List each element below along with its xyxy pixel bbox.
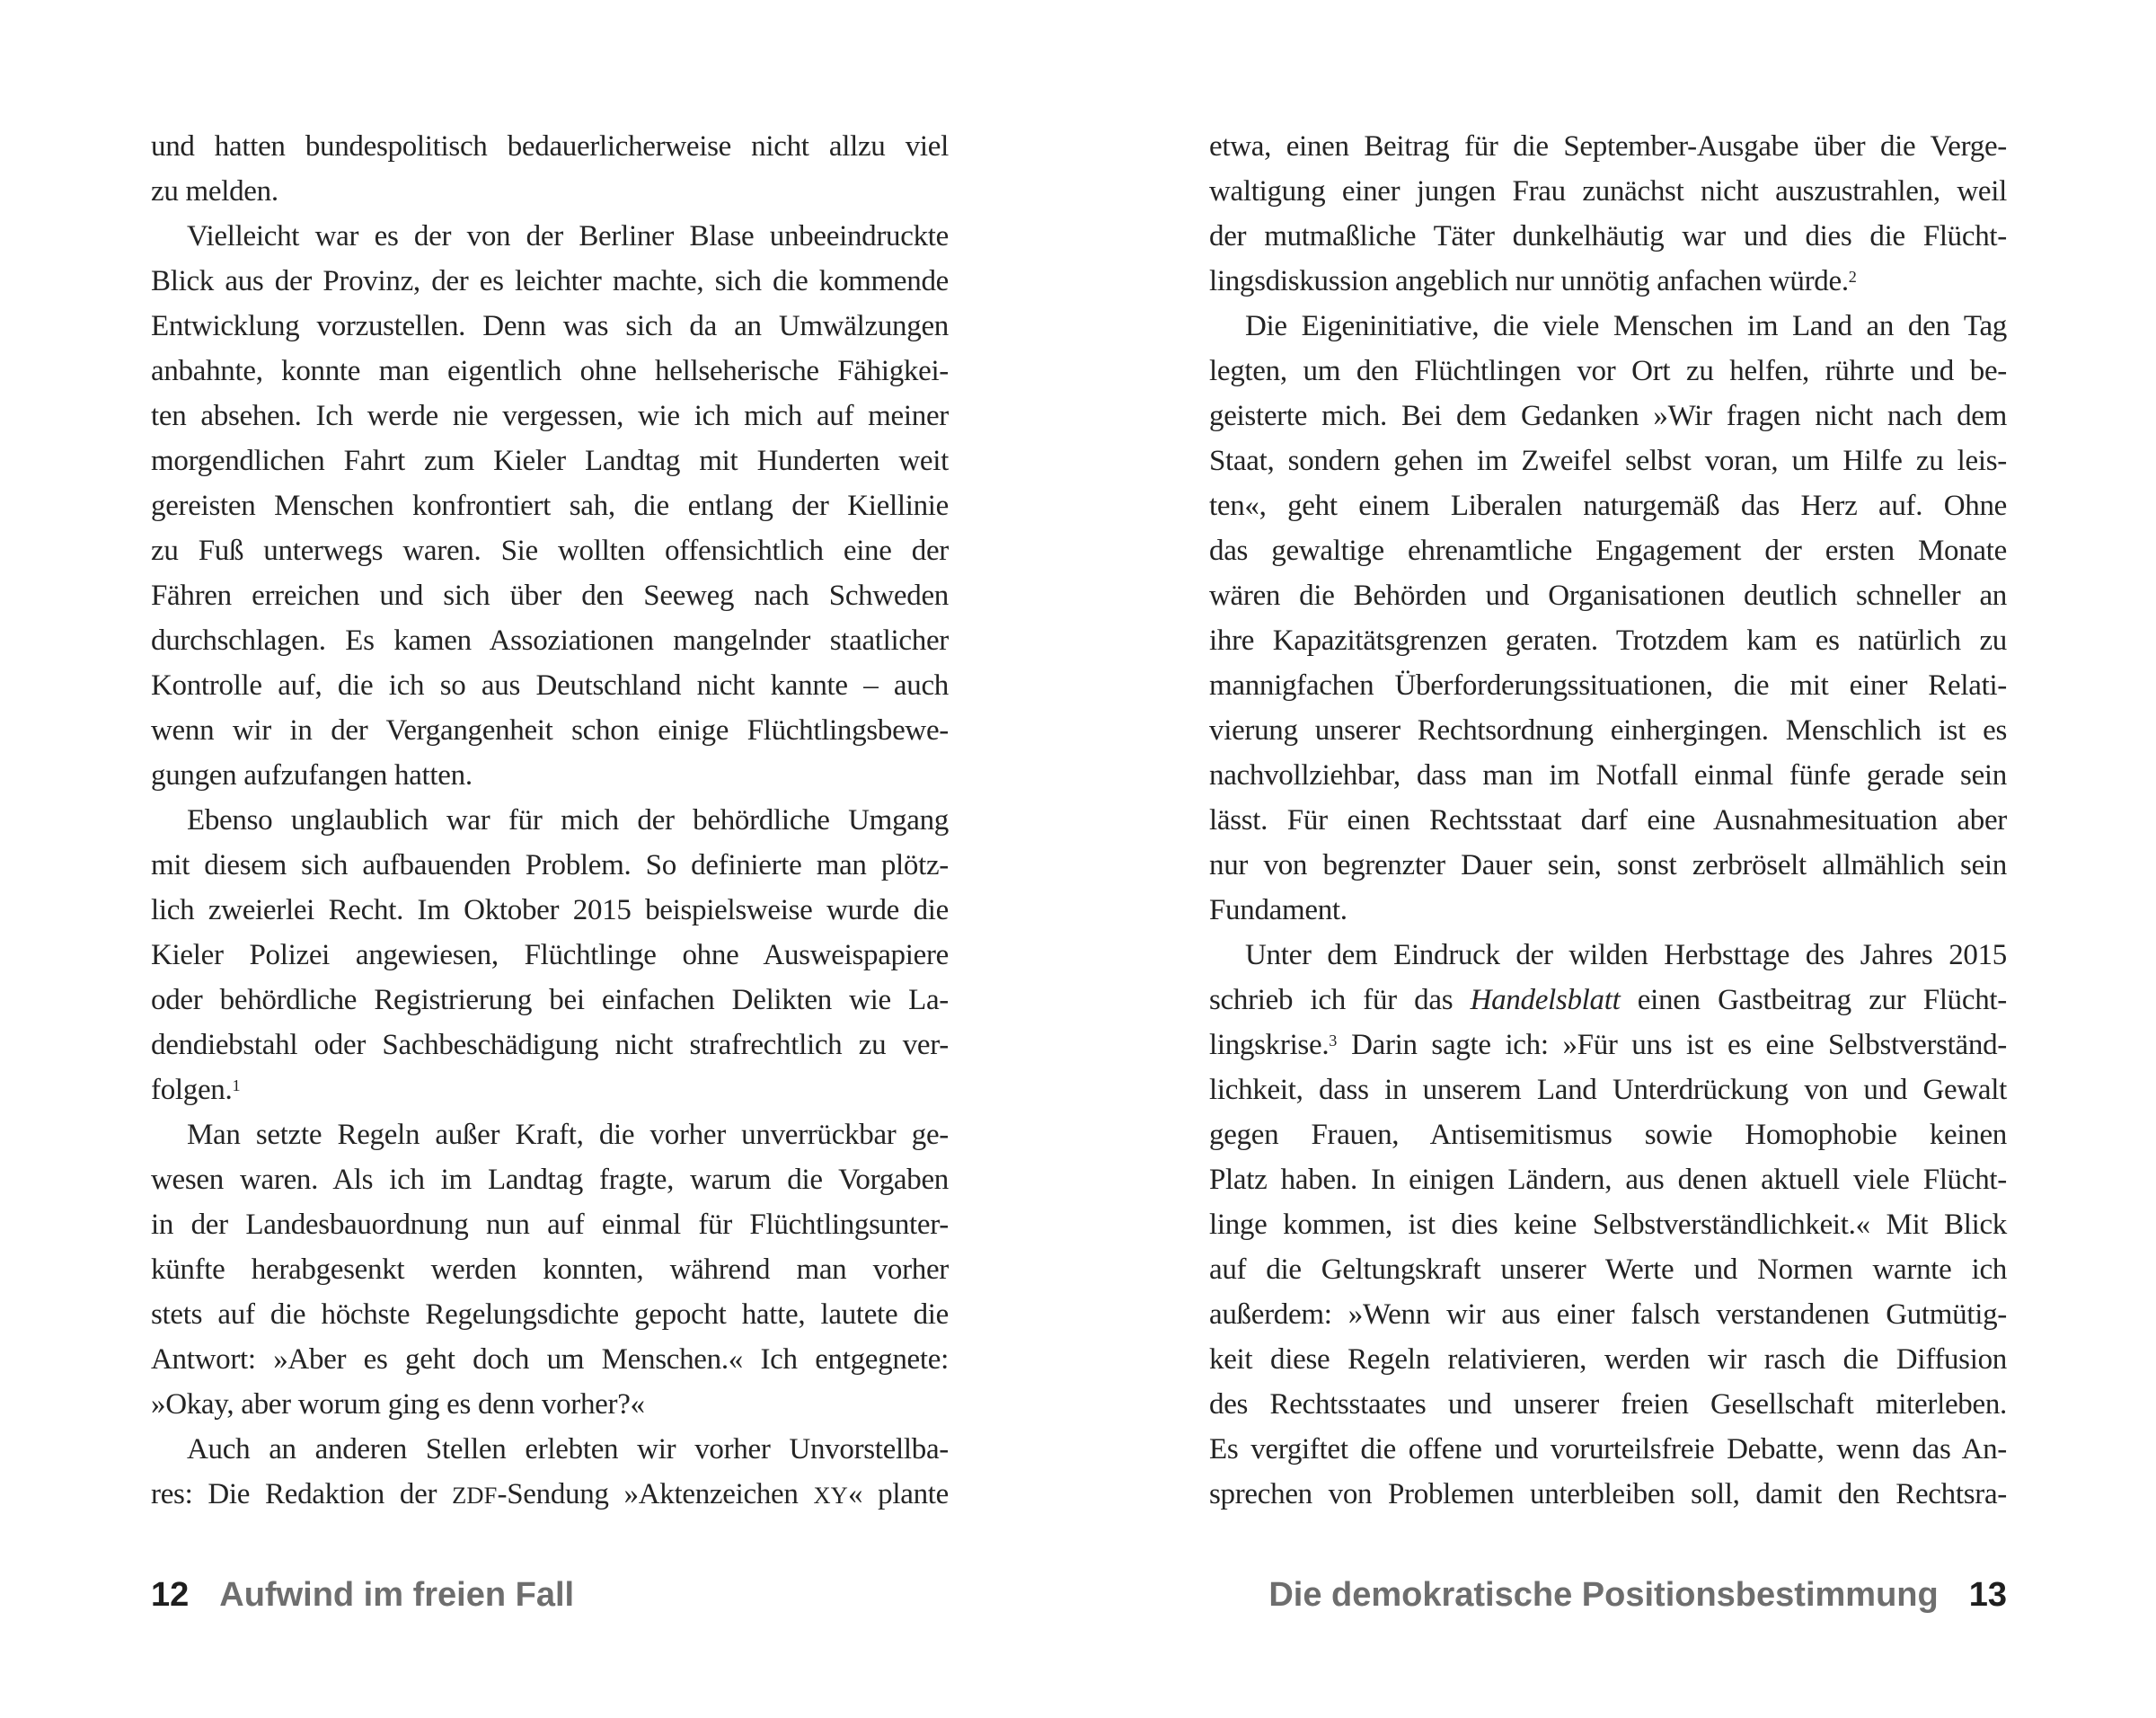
text-line: oder behördliche Registrierung bei einfachen Delikten wie La- — [151, 984, 949, 1016]
text-line: mannigfachen Überforderungssituationen, die mit einer Relati- — [1209, 669, 2007, 702]
text-line: Kieler Polizei angewiesen, Flüchtlinge ohne Ausweispapiere — [151, 939, 949, 971]
text-line: mit diesem sich aufbauenden Problem. So definierte man plötz- — [151, 849, 949, 881]
text-line: ten absehen. Ich werde nie vergessen, wie ich mich auf meiner — [151, 400, 949, 432]
text-line: Antwort: »Aber es geht doch um Menschen.« Ich entgegnete: — [151, 1343, 949, 1376]
text-line: wenn wir in der Vergangenheit schon einige Flüchtlingsbewe- — [151, 714, 949, 747]
text-line: Kontrolle auf, die ich so aus Deutschland nicht kannte – auch — [151, 669, 949, 702]
text-line: der mutmaßliche Täter dunkelhäutig war und dies die Flücht- — [1209, 220, 2007, 252]
text-line: durchschlagen. Es kamen Assoziationen mangelnder staatlicher — [151, 624, 949, 657]
text-line: Platz haben. In einigen Ländern, aus denen aktuell viele Flücht- — [1209, 1164, 2007, 1196]
text-line: geisterte mich. Bei dem Gedanken »Wir fragen nicht nach dem — [1209, 400, 2007, 432]
text-line: in der Landesbauordnung nun auf einmal für Flüchtlingsunter- — [151, 1209, 949, 1241]
text-line: Ebenso unglaublich war für mich der behördliche Umgang — [187, 804, 949, 837]
text-line: anbahnte, konnte man eigentlich ohne hellseherische Fähigkei- — [151, 355, 949, 387]
text-line: Staat, sondern gehen im Zweifel selbst voran, um Hilfe zu leis- — [1209, 445, 2007, 477]
text-line: stets auf die höchste Regelungsdichte gepocht hatte, lautete die — [151, 1298, 949, 1331]
right-page-text-column — [1209, 124, 2007, 1517]
paragraph — [1209, 304, 2007, 933]
text-line: linge kommen, ist dies keine Selbstverständlichkeit.« Mit Blick — [1209, 1209, 2007, 1241]
text-line: des Rechtsstaates und unserer freien Gesellschaft miterleben. — [1209, 1388, 2007, 1421]
text-line: Fundament. — [1209, 894, 1348, 926]
text-line: Auch an anderen Stellen erlebten wir vorher Unvorstellba- — [187, 1433, 949, 1466]
text-line: Es vergiftet die offene und vorurteilsfreie Debatte, wenn das An- — [1209, 1433, 2007, 1466]
paragraph — [151, 214, 949, 798]
left-running-title: Aufwind im freien Fall — [219, 1576, 575, 1614]
text-line: sprechen von Problemen unterbleiben soll, damit den Rechtsra- — [1209, 1478, 2007, 1510]
text-line: legten, um den Flüchtlingen vor Ort zu helfen, rührte und be- — [1209, 355, 2007, 387]
text-line: wären die Behörden und Organisationen deutlich schneller an — [1209, 580, 2007, 612]
text-line: lässt. Für einen Rechtsstaat darf eine Ausnahmesituation aber — [1209, 804, 2007, 837]
left-page-footer — [151, 1574, 949, 1616]
text-line: Fähren erreichen und sich über den Seeweg nach Schweden — [151, 580, 949, 612]
paragraph — [151, 1112, 949, 1427]
text-line: keit diese Regeln relativieren, werden wir rasch die Diffusion — [1209, 1343, 2007, 1376]
text-line: Die Eigeninitiative, die viele Menschen im Land an den Tag — [1245, 310, 2007, 342]
text-line: auf die Geltungskraft unserer Werte und Normen warnte ich — [1209, 1253, 2007, 1286]
text-line: Unter dem Eindruck der wilden Herbsttage des Jahres 2015 — [1245, 939, 2007, 971]
text-line: zu melden. — [151, 175, 278, 208]
text-line: gereisten Menschen konfrontiert sah, die entlang der Kiellinie — [151, 490, 949, 522]
text-line: morgendlichen Fahrt zum Kieler Landtag mit Hunderten weit — [151, 445, 949, 477]
paragraph — [1209, 124, 2007, 304]
right-page-number: 13 — [1968, 1576, 2007, 1614]
text-line: etwa, einen Beitrag für die September-Ausgabe über die Verge- — [1209, 130, 2007, 163]
text-line: lichkeit, dass in unserem Land Unterdrückung von und Gewalt — [1209, 1074, 2007, 1106]
text-line: nur von begrenzter Dauer sein, sonst zerbröselt allmählich sein — [1209, 849, 2007, 881]
paragraph — [1209, 933, 2007, 1517]
text-line: dendiebstahl oder Sachbeschädigung nicht strafrechtlich zu ver- — [151, 1029, 949, 1061]
left-page-number: 12 — [151, 1576, 190, 1614]
text-line: außerdem: »Wenn wir aus einer falsch verstandenen Gutmütig- — [1209, 1298, 2007, 1331]
text-line: ihre Kapazitätsgrenzen geraten. Trotzdem kam es natürlich zu — [1209, 624, 2007, 657]
text-line: folgen.$^1$ — [151, 1074, 241, 1106]
text-line: waltigung einer jungen Frau zunächst nicht auszustrahlen, weil — [1209, 175, 2007, 208]
text-line: vierung unserer Rechtsordnung einhergingen. Menschlich ist es — [1209, 714, 2007, 747]
text-line: das gewaltige ehrenamtliche Engagement der ersten Monate — [1209, 535, 2007, 567]
text-line: lingskrise.$^3$ Darin sagte ich: »Für uns ist es eine Selbstverständ- — [1209, 1029, 2007, 1061]
text-line: Blick aus der Provinz, der es leichter machte, sich die kommende — [151, 265, 949, 297]
text-line: Vielleicht war es der von der Berliner Blase unbeeindruckte — [187, 220, 949, 252]
text-line: nachvollziehbar, dass man im Notfall einmal fünfe gerade sein — [1209, 759, 2007, 792]
paragraph — [151, 1427, 949, 1517]
text-line: lingsdiskussion angeblich nur unnötig anfachen würde.$^2$ — [1209, 265, 1857, 297]
text-line: zu Fuß unterwegs waren. Sie wollten offensichtlich eine der — [151, 535, 949, 567]
text-line: Man setzte Regeln außer Kraft, die vorher unverrückbar ge- — [187, 1119, 949, 1151]
text-line: Entwicklung vorzustellen. Denn was sich da an Umwälzungen — [151, 310, 949, 342]
text-line: gegen Frauen, Antisemitismus sowie Homophobie keinen — [1209, 1119, 2007, 1151]
right-running-title: Die demokratische Positionsbestimmung — [1268, 1576, 1939, 1614]
paragraph — [151, 798, 949, 1112]
text-line: ten«, geht einem Liberalen naturgemäß das Herz auf. Ohne — [1209, 490, 2007, 522]
text-line: schrieb ich für das Handelsblatt einen Gastbeitrag zur Flücht- — [1209, 984, 2007, 1016]
left-page-text-column — [151, 124, 949, 1517]
text-line: und hatten bundespolitisch bedauerlicherweise nicht allzu viel — [151, 130, 949, 163]
paragraph — [151, 124, 949, 214]
text-line: künfte herabgesenkt werden konnten, während man vorher — [151, 1253, 949, 1286]
text-line: gungen aufzufangen hatten. — [151, 759, 473, 792]
right-page-footer — [1209, 1574, 2007, 1616]
text-line: res: Die Redaktion der ZDF-Sendung »Aktenzeichen XY« plante — [151, 1478, 949, 1510]
text-line: lich zweierlei Recht. Im Oktober 2015 beispielsweise wurde die — [151, 894, 949, 926]
text-line: wesen waren. Als ich im Landtag fragte, warum die Vorgaben — [151, 1164, 949, 1196]
text-line: »Okay, aber worum ging es denn vorher?« — [151, 1388, 645, 1421]
